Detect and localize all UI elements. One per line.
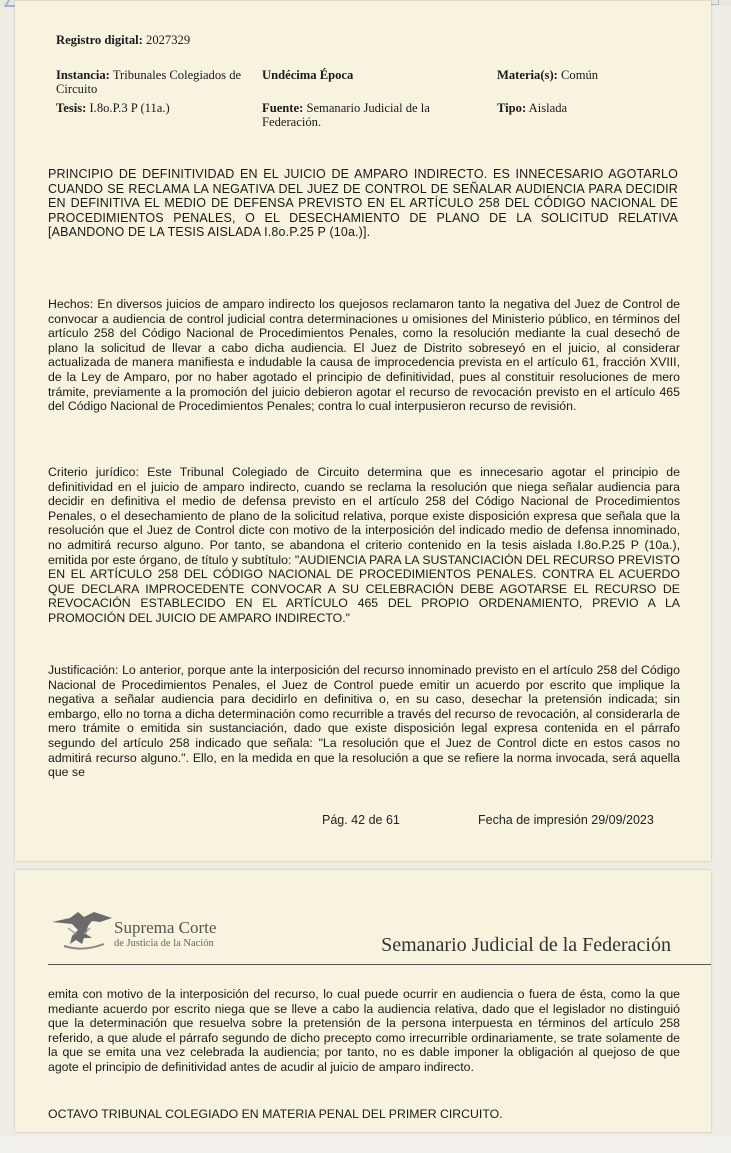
registro-digital xyxy=(56,33,190,47)
document-page-1 xyxy=(15,0,711,861)
header-divider xyxy=(48,964,711,965)
fuente: Fuente: Semanario Judicial de la Federación. xyxy=(262,101,430,129)
page-number: Pág. 42 de 61 xyxy=(322,813,400,827)
paragraph-continuation: emita con motivo de la interposición del recurso, lo cual puede ocurrir en audiencia o fuera de ésta, como la que mediante acuerdo por escrito niega que se lleve a cabo la audiencia relativa, dado que el legislador no distinguió que la determinación que resuelva sobre la pretensión de la persona interpuesta en términos del artículo 258 referido, a que alude el párrafo segundo de dicho precepto como irrecurrible ordinariamente, se trate solamente de la que se emita una vez celebrada la audiencia; por tanto, no es dable imponer la obligación al quejoso de que agote el principio de definitividad antes de acudir al juicio de amparo indirecto. xyxy=(48,987,680,1074)
masthead-title: Semanario Judicial de la Federación xyxy=(381,934,671,956)
paragraph-justificacion: Justificación: Lo anterior, porque ante la interposición del recurso innominado previsto en el artículo 258 del Código Nacional de Procedimientos Penales, el Juez de Control puede emitir un acuerdo por escrito que implique la negativa a señalar audiencia para decidirlo en definitiva o, en su caso, desechar la pretensión indicada; sin embargo, ello no torna a dicha determinación como recurrible a través del recurso de revocación, al considerarla de mero trámite o emitida sin sustanciación, dado que existe disposición legal expresa contenida en el párrafo segundo del artículo 258 indicado que señala: "La resolución que el Juez de Control dicte en estos casos no admitirá recurso alguno.". Ello, en la medida en que la resolución a que se refiere la norma invocada, será aquella que se xyxy=(48,663,680,780)
document-page-2 xyxy=(15,870,711,1132)
thesis-title: PRINCIPIO DE DEFINITIVIDAD EN EL JUICIO DE AMPARO INDIRECTO. ES INNECESARIO AGOTARLO CUANDO SE RECLAMA LA NEGATIVA DEL JUEZ DE CONTROL DE SEÑALAR AUDIENCIA PARA DECIDIR EN DEFINITIVA EL MEDIO DE DEFENSA PREVISTO EN EL ARTÍCULO 258 DEL CÓDIGO NACIONAL DE PROCEDIMIENTOS PENALES, O EL DESECHAMIENTO DE PLANO DE LA SOLICITUD RELATIVA [ABANDONO DE LA TESIS AISLADA I.8o.P.25 P (10a.)]. xyxy=(48,167,678,240)
court-name: OCTAVO TRIBUNAL COLEGIADO EN MATERIA PENAL DEL PRIMER CIRCUITO. xyxy=(48,1107,503,1121)
logo-line1: Suprema Corte xyxy=(114,918,217,937)
logo-line2: de Justicia de la Nación xyxy=(114,938,214,949)
epoca: Undécima Época xyxy=(262,68,354,82)
paragraph-hechos: Hechos: En diversos juicios de amparo indirecto los quejosos reclamaron tanto la negativa del Juez de Control de convocar a audiencia de control judicial contra determinaciones u omisiones del Ministerio público, en términos del artículo 258 del Código Nacional de Procedimientos Penales, como la resolución mediante la cual desechó de plano la solicitud de llevar a cabo dicha audiencia. El Juez de Distrito sobreseyó en el juicio, al considerar actualizada de manera manifiesta e indudable la causa de improcedencia prevista en el artículo 61, fracción XVIII, de la Ley de Amparo, por no haber agotado el principio de definitividad, pues al constituir resoluciones de mero trámite, previamente a la promoción del juicio debieron agotar el recurso de revocación previsto en el artículo 465 del Código Nacional de Procedimientos Penales; contra lo cual interpusieron recurso de revisión. xyxy=(48,297,680,414)
eagle-seal-icon xyxy=(48,908,118,952)
paragraph-criterio: Criterio jurídico: Este Tribunal Colegiado de Circuito determina que es innecesario agotar el principio de definitividad en el juicio de amparo indirecto, cuando se reclama la resolución que niega señalar audiencia para decidir en definitiva el medio de defensa previsto en el artículo 258 del Código Nacional de Procedimientos Penales, o el desechamiento de plano de la solicitud relativa, porque existe disposición expresa que señala que la resolución que el Juez de Control dicte con motivo de la interposición del indicado medio de defensa innominado, no admitirá recurso alguno. Por tanto, se abandona el criterio contenido en la tesis aislada I.8o.P.25 P (10a.), emitida por este órgano, de título y subtítulo: "AUDIENCIA PARA LA SUSTANCIACIÓN DEL RECURSO PREVISTO EN EL ARTÍCULO 258 DEL CÓDIGO NACIONAL DE PROCEDIMIENTOS PENALES. CONTRA EL ACUERDO QUE DECLARA IMPROCEDENTE CONVOCAR A SU CELEBRACIÓN DEBE AGOTARSE EL RECURSO DE REVOCACIÓN ESTABLECIDO EN EL ARTÍCULO 465 DEL PROPIO ORDENAMIENTO, PREVIO A LA PROMOCIÓN DEL JUICIO DE AMPARO INDIRECTO." xyxy=(48,465,680,625)
tesis: Tesis: I.8o.P.3 P (11a.) xyxy=(56,101,170,115)
screen-bottom-bar xyxy=(0,1136,731,1153)
tipo: Tipo: Aislada xyxy=(497,101,568,115)
instancia: Instancia: Tribunales Colegiados de Circuito xyxy=(56,68,242,96)
registro-value: 2027329 xyxy=(146,33,191,47)
print-date: Fecha de impresión 29/09/2023 xyxy=(478,813,654,827)
registro-label: Registro digital: xyxy=(56,33,143,47)
materia: Materia(s): Común xyxy=(497,68,599,82)
